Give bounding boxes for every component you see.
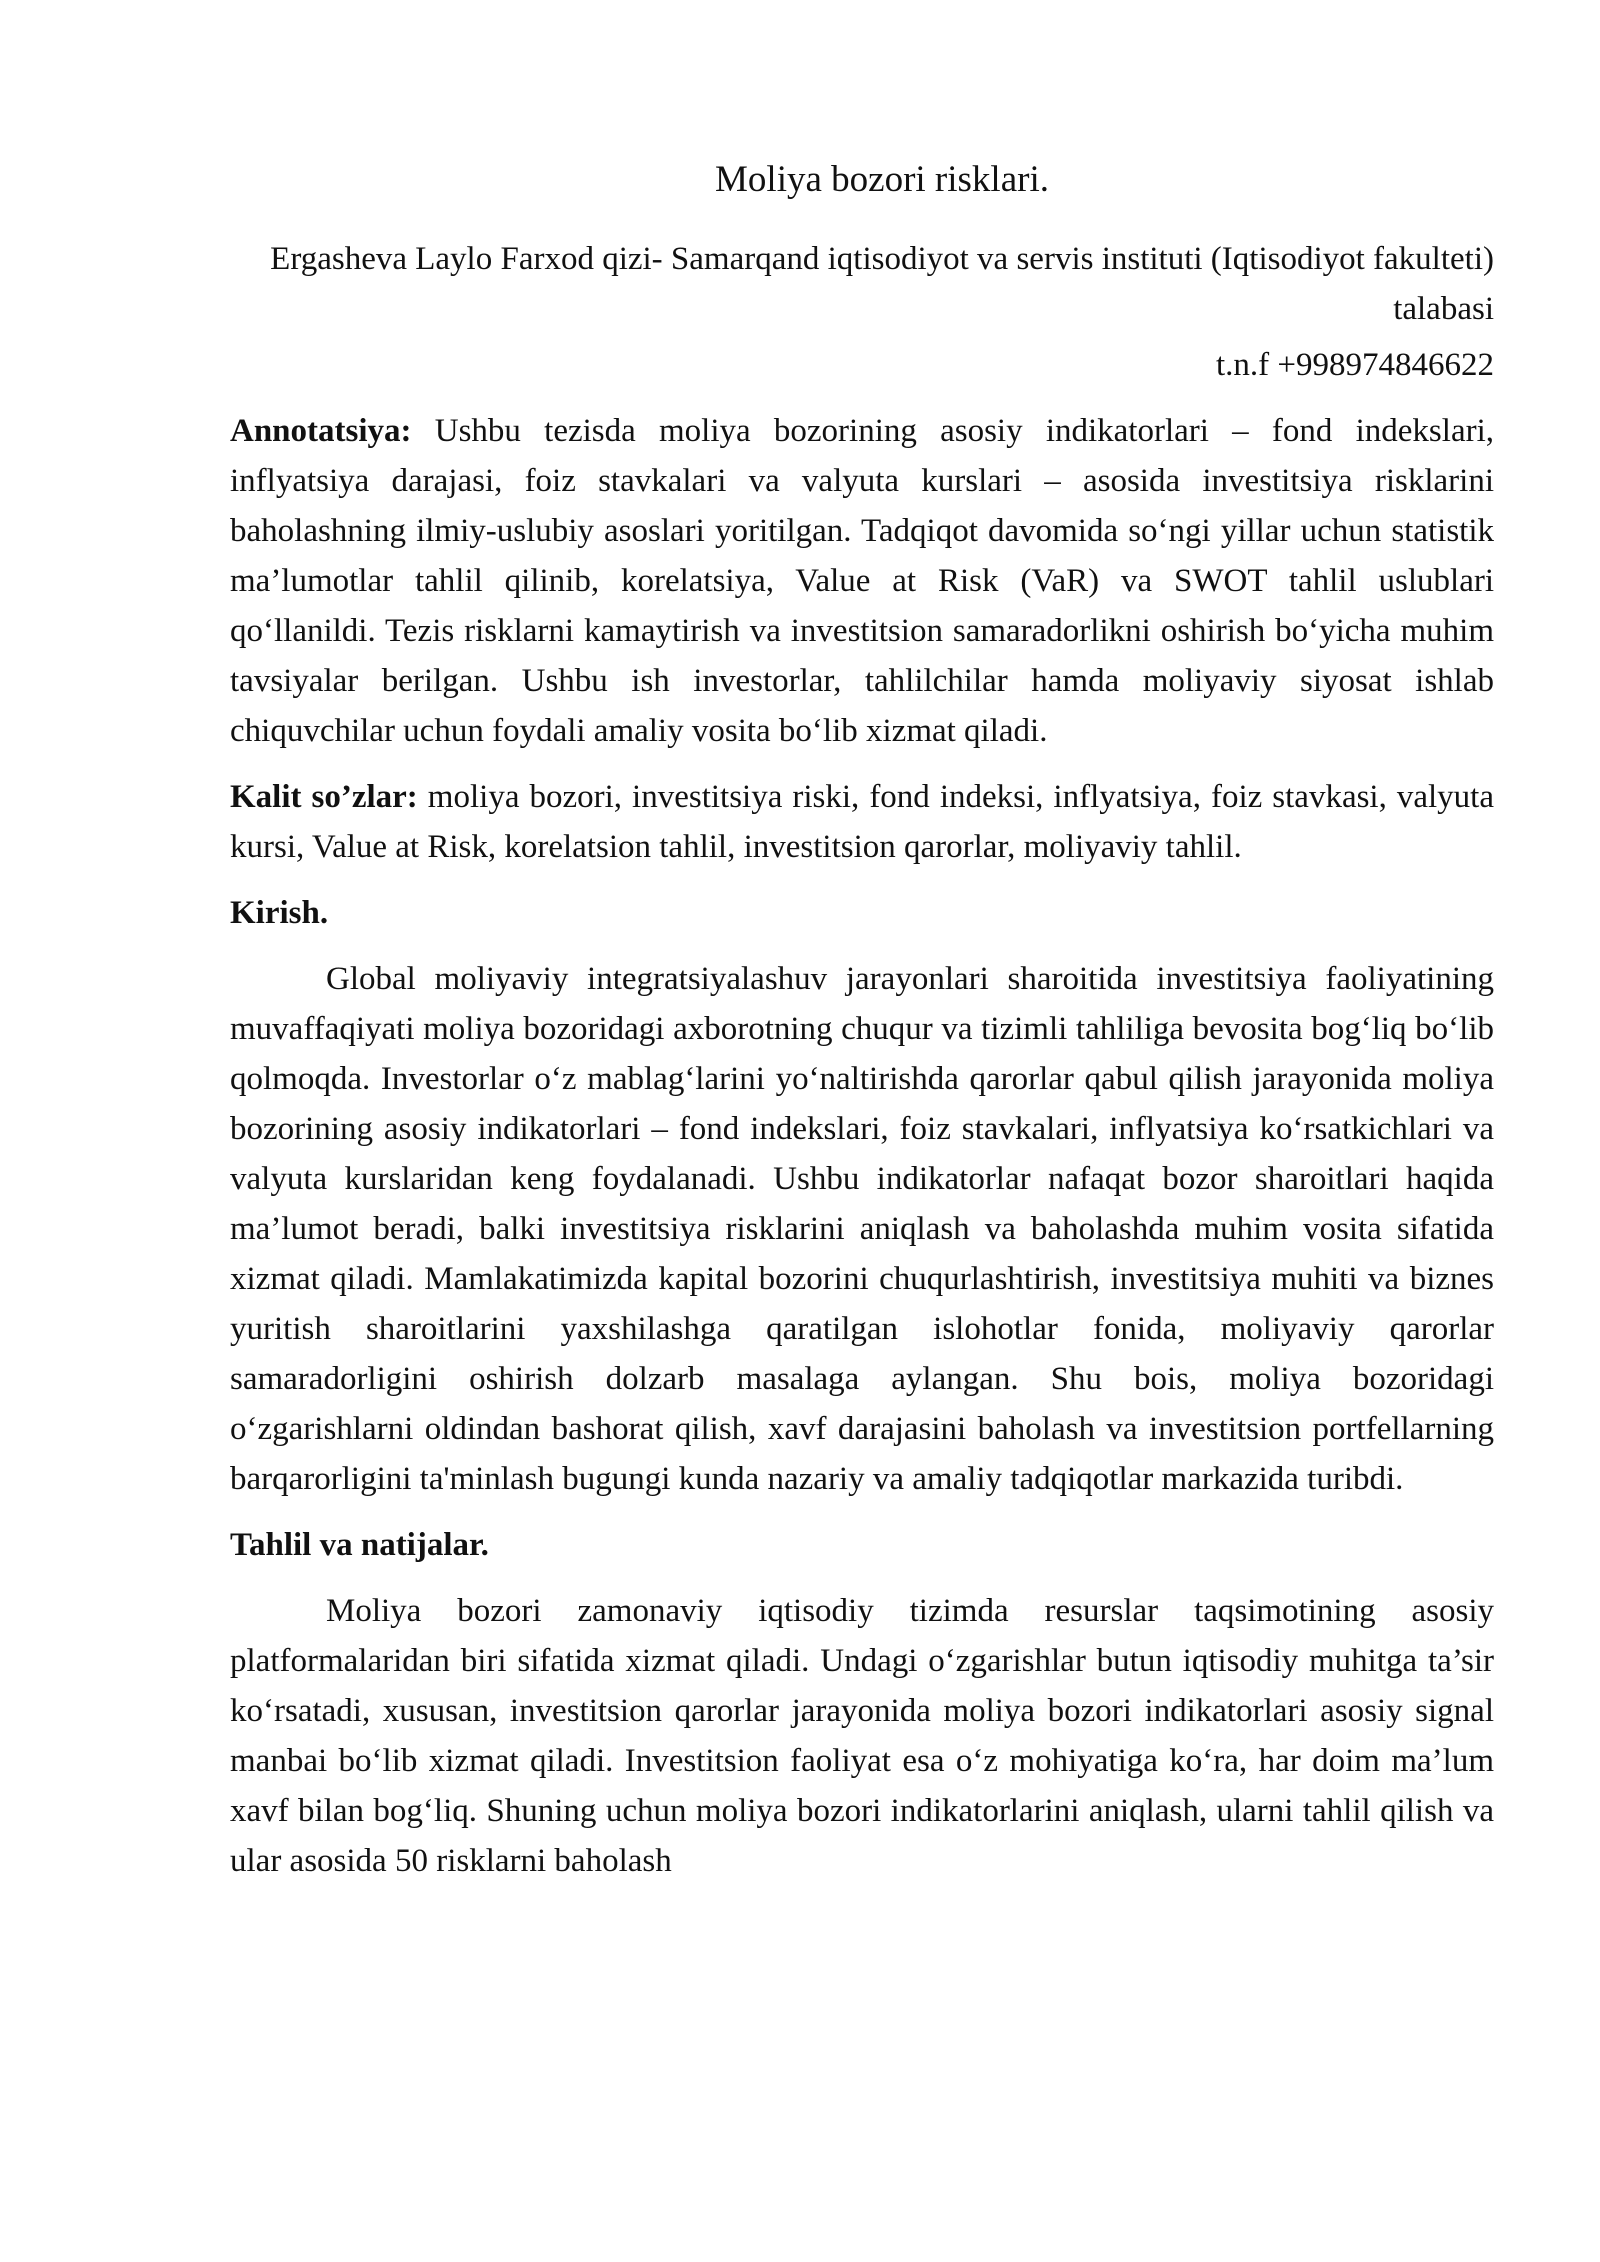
keywords-paragraph bbox=[230, 772, 1494, 872]
abstract-label: Annotatsiya: bbox=[230, 413, 412, 449]
author-line: Ergasheva Laylo Farxod qizi- Samarqand iqtisodiyot va servis instituti (Iqtisodiyot fakulteti) talabasi bbox=[270, 241, 1494, 327]
introduction-heading: Kirish. bbox=[230, 895, 329, 931]
analysis-heading: Tahlil va natijalar. bbox=[230, 1527, 489, 1563]
keywords-label: Kalit so’zlar: bbox=[230, 779, 418, 815]
document-page bbox=[230, 150, 1494, 1902]
introduction-paragraph: Global moliyaviy integratsiyalashuv jarayonlari sharoitida investitsiya faoliyatining muvaffaqiyati moliya bozoridagi axborotning chuqur va tizimli tahliliga bevosita bog‘liq bo‘lib qolmoqda. Investorlar o‘z mablag‘larini yo‘naltirishda qarorlar qabul qilish jarayonida moliya bozorining asosiy indikatorlari – fond indekslari, foiz stavkalari, inflyatsiya ko‘rsatkichlari va valyuta kurslaridan keng foydalanadi. Ushbu indikatorlar nafaqat bozor sharoitlari haqida ma’lumot beradi, balki investitsiya risklarini aniqlash va baholashda muhim vosita sifatida xizmat qiladi. Mamlakatimizda kapital bozorini chuqurlashtirish, investitsiya muhiti va biznes yuritish sharoitlarini yaxshilashga qaratilgan islohotlar fonida, moliyaviy qarorlar samaradorligini oshirish dolzarb masalaga aylangan. Shu bois, moliya bozoridagi o‘zgarishlarni oldindan bashorat qilish, xavf darajasini baholash va investitsion portfellarning barqarorligini ta'minlash bugungi kunda nazariy va amaliy tadqiqotlar markazida turibdi. bbox=[230, 961, 1494, 1497]
abstract-text: Ushbu tezisda moliya bozorining asosiy indikatorlari – fond indekslari, inflyatsiya darajasi, foiz stavkalari va valyuta kurslari – asosida investitsiya risklarini baholashning ilmiy-uslubiy asoslari yoritilgan. Tadqiqot davomida so‘ngi yillar uchun statistik ma’lumotlar tahlil qilinib, korelatsiya, Value at Risk (VaR) va SWOT tahlil uslublari qo‘llanildi. Tezis risklarni kamaytirish va investitsion samaradorlikni oshirish bo‘yicha muhim tavsiyalar berilgan. Ushbu ish investorlar, tahlilchilar hamda moliyaviy siyosat ishlab chiquvchilar uchun foydali amaliy vosita bo‘lib xizmat qiladi. bbox=[230, 413, 1494, 749]
abstract-paragraph bbox=[230, 406, 1494, 756]
document-title: Moliya bozori risklari. bbox=[715, 159, 1049, 200]
analysis-paragraph: Moliya bozori zamonaviy iqtisodiy tizimda resurslar taqsimotining asosiy platformalaridan biri sifatida xizmat qiladi. Undagi o‘zgarishlar butun iqtisodiy muhitga ta’sir ko‘rsatadi, xususan, investitsion qarorlar jarayonida moliya bozori indikatorlari asosiy signal manbai bo‘lib xizmat qiladi. Investitsion faoliyat esa o‘z mohiyatiga ko‘ra, har doim ma’lum xavf bilan bog‘liq. Shuning uchun moliya bozori indikatorlarini aniqlash, ularni tahlil qilish va ular asosida 50 risklarni baholash bbox=[230, 1593, 1494, 1879]
author-phone: t.n.f +998974846622 bbox=[1215, 347, 1494, 383]
keywords-text: moliya bozori, investitsiya riski, fond indeksi, inflyatsiya, foiz stavkasi, valyuta kursi, Value at Risk, korelatsion tahlil, investitsion qarorlar, moliyaviy tahlil. bbox=[230, 779, 1495, 865]
